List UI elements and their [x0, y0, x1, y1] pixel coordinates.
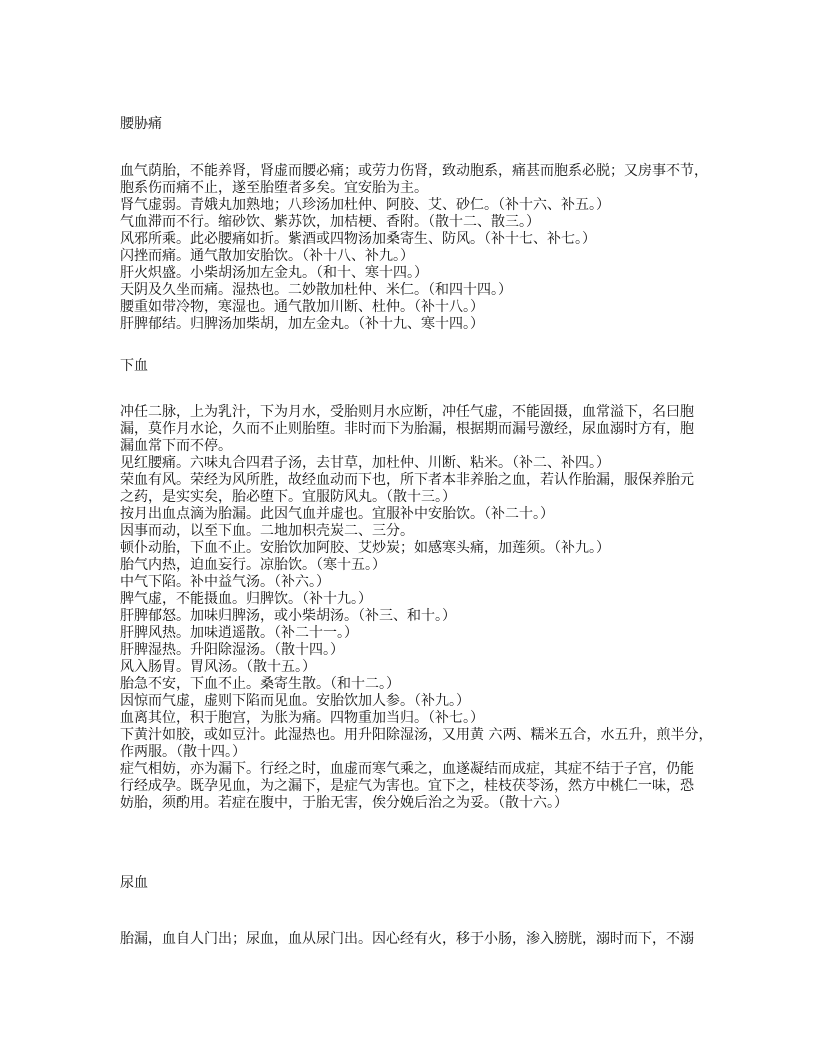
paragraph: [120, 710, 710, 727]
text-line: 因惊而气虚，虚则下陷而见血。安胎饮加人参。（补九。）: [120, 693, 470, 709]
paragraph: [120, 625, 710, 642]
text-line: 之药，是实实矣，胎必堕下。宜服防风丸。（散十三。）: [120, 489, 456, 505]
paragraph: [120, 231, 710, 248]
text-line: 血离其位，积于胞宫，为胀为痛。四物重加当归。（补七。）: [120, 710, 484, 726]
section-body: [120, 931, 710, 948]
paragraph: [120, 727, 713, 761]
text-line: 肝脾郁怒。加味归脾汤，或小柴胡汤。（补三、和十。）: [120, 608, 456, 624]
paragraph: [120, 761, 710, 812]
text-line: 胎气内热，迫血妄行。凉胎饮。（寒十五。）: [120, 557, 386, 573]
text-line: 风入肠胃。胃风汤。（散十五。）: [120, 659, 316, 675]
text-line: 肝脾郁结。归脾汤加柴胡，加左金丸。（补十九、寒十四。）: [120, 316, 484, 332]
paragraph: [120, 608, 710, 625]
text-line: 风邪所乘。此必腰痛如折。紫酒或四物汤加桑寄生、防风。（补十七、补七。）: [120, 231, 596, 247]
text-line: 腰重如带冷物，寒湿也。通气散加川断、杜仲。（补十八。）: [120, 299, 484, 315]
section-heading-bleeding: 下血: [120, 358, 148, 374]
text-line: 见红腰痛。六味丸合四君子汤，去甘草，加杜仲、川断、粘米。（补二、补四。）: [120, 455, 610, 471]
text-line: 闪挫而痛。通气散加安胎饮。（补十八、补九。）: [120, 248, 414, 264]
paragraph: [120, 557, 710, 574]
paragraph: [120, 642, 710, 659]
text-line: 冲任二脉，上为乳汁，下为月水，受胎则月水应断，冲任气虚，不能固摄，血常溢下，名曰胞: [120, 404, 694, 420]
paragraph: [120, 248, 710, 265]
paragraph: [120, 506, 710, 523]
paragraph: [120, 299, 710, 316]
text-line: 脾气虚，不能摄血。归脾饮。（补十九。）: [120, 591, 372, 607]
paragraph: [120, 676, 710, 693]
text-line: 中气下陷。补中益气汤。（补六。）: [120, 574, 330, 590]
text-line: 肝脾风热。加味逍遥散。（补二十一。）: [120, 625, 358, 641]
paragraph: [120, 282, 710, 299]
text-line: 漏，莫作月水论，久而不止则胎堕。非时而下为胎漏，根据期而漏号激经，尿血溺时方有，胞: [120, 421, 694, 437]
text-line: 作两服。（散十四。）: [120, 744, 246, 760]
paragraph: [120, 931, 710, 948]
paragraph: [120, 265, 710, 282]
text-line: 胎急不安，下血不止。桑寄生散。（和十二。）: [120, 676, 400, 692]
text-line: 胎漏，血自人门出；尿血，血从尿门出。因心经有火，移于小肠，渗入膀胱，溺时而下，不溺: [120, 931, 694, 947]
text-line: 胞系伤而痛不止，遂至胎堕者多矣。宜安胎为主。: [120, 180, 428, 196]
section-heading-hematuria: 尿血: [120, 875, 148, 891]
paragraph: [120, 472, 710, 506]
paragraph: [120, 659, 710, 676]
section-heading-waist-pain: 腰胁痛: [120, 116, 162, 132]
text-line: 妨胎，须酌用。若症在腹中，于胎无害，俟分娩后治之为妥。（散十六。）: [120, 795, 568, 811]
text-line: 症气相妨，亦为漏下。行经之时，血虚而寒气乘之，血遂凝结而成症，其症不结于子宫，仍能: [120, 761, 694, 777]
paragraph: [120, 163, 710, 197]
paragraph: [120, 197, 710, 214]
text-line: 血气荫胎，不能养肾，肾虚而腰必痛；或劳力伤肾，致动胞系，痛甚而胞系必脱；又房事不节，: [120, 163, 708, 179]
paragraph: [120, 574, 710, 591]
text-line: 肝火炽盛。小柴胡汤加左金丸。（和十、寒十四。）: [120, 265, 428, 281]
text-line: 下黄汁如胶，或如豆汁。此湿热也。用升阳除湿汤，又用黄 六两、糯米五合，水五升，煎半分，: [120, 727, 713, 743]
text-line: 肾气虚弱。青娥丸加熟地；八珍汤加杜仲、阿胶、艾、砂仁。（补十六、补五。）: [120, 197, 610, 213]
text-line: 因事而动，以至下血。二地加枳壳炭二、三分。: [120, 523, 414, 539]
paragraph: [120, 404, 710, 455]
text-line: 按月出血点滴为胎漏。此因气血并虚也。宜服补中安胎饮。（补二十。）: [120, 506, 554, 522]
paragraph: [120, 214, 710, 231]
paragraph: [120, 523, 710, 540]
text-line: 顿仆动胎，下血不止。安胎饮加阿胶、艾炒炭；如感寒头痛，加莲须。（补九。）: [120, 540, 610, 556]
text-line: 天阴及久坐而痛。湿热也。二妙散加杜仲、米仁。（和四十四。）: [120, 282, 512, 298]
paragraph: [120, 316, 710, 333]
paragraph: [120, 455, 710, 472]
paragraph: [120, 540, 710, 557]
paragraph: [120, 693, 710, 710]
paragraph: [120, 591, 710, 608]
text-line: 肝脾湿热。升阳除湿汤。（散十四。）: [120, 642, 344, 658]
text-line: 漏血常下而不停。: [120, 438, 232, 454]
section-body: [120, 163, 710, 333]
text-line: 行经成孕。既孕见血，为之漏下，是症气为害也。宜下之，桂枝茯苓汤，然方中桃仁一味，恐: [120, 778, 694, 794]
text-line: 气血滞而不行。缩砂饮、紫苏饮，加桔梗、香附。（散十二、散三。）: [120, 214, 540, 230]
section-body: [120, 404, 713, 812]
text-line: 荣血有风。荣经为风所胜，故经血动而下也，所下者本非养胎之血，若认作胎漏，服保养胎元: [120, 472, 694, 488]
